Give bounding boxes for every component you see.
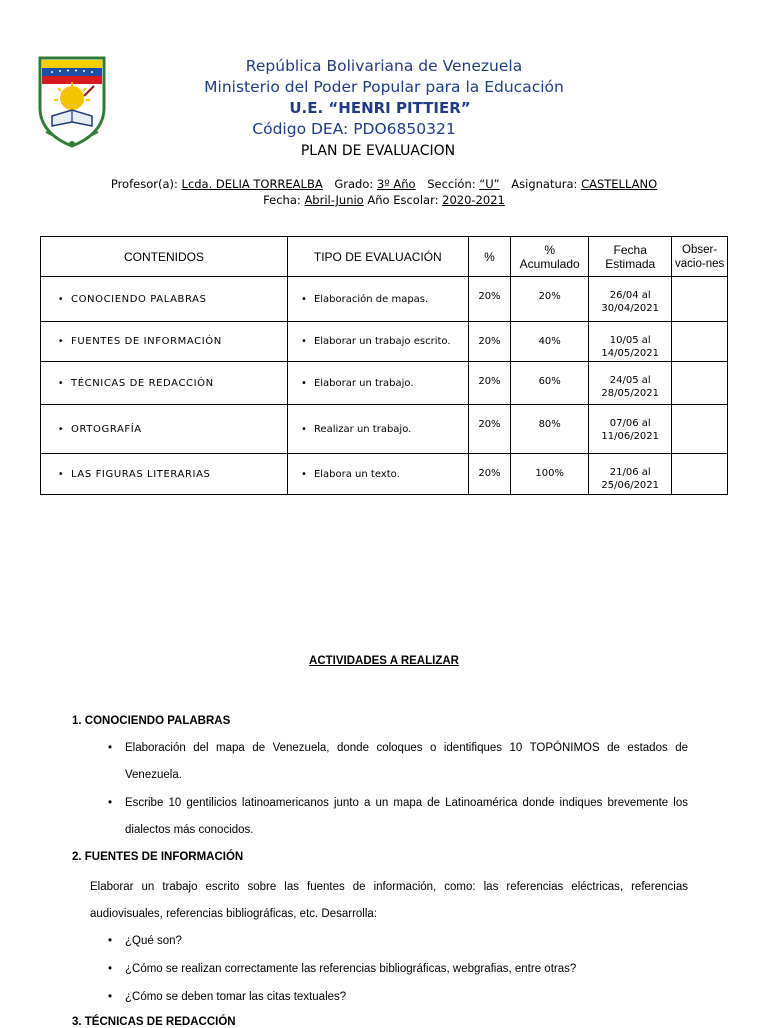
section-2-title: 2. FUENTES DE INFORMACIÓN (72, 851, 244, 863)
cell-pct: 20% (468, 362, 511, 405)
cell-pct: 20% (468, 454, 511, 495)
cell-observaciones (672, 277, 728, 322)
document-title: PLAN DE EVALUACION (300, 143, 456, 159)
asignatura-label: Asignatura: (511, 177, 578, 191)
table-header-row (41, 237, 728, 277)
header-observaciones: Obser-vacio-nes (672, 237, 728, 277)
cell-tipo: • Realizar un trabajo. (287, 405, 468, 454)
grado-value: 3º Año (376, 177, 416, 191)
section-2-intro: Elaborar un trabajo escrito sobre las fuentes de información, como: las referencias eléctricas, referencias audiovisuales, referencias bibliográficas, etc. Desarrolla: (90, 881, 688, 920)
fecha-value: Abril-Junio (304, 193, 364, 207)
cell-contenido: • ORTOGRAFÍA (41, 405, 288, 454)
cell-acumulado: 100% (511, 454, 589, 495)
cell-tipo: • Elabora un texto. (287, 454, 468, 495)
cell-pct: 20% (468, 277, 511, 322)
anio-label: Año Escolar: (367, 193, 439, 207)
header-ministry: Ministerio del Poder Popular para la Educación (204, 78, 564, 96)
cell-acumulado: 40% (511, 322, 589, 362)
table-row (41, 362, 728, 405)
table-row (41, 322, 728, 362)
asignatura-value: CASTELLANO (581, 177, 658, 191)
header-porcentaje: % (468, 237, 511, 277)
cell-fecha: 21/06 al 25/06/2021 (589, 454, 672, 495)
header-school: U.E. “HENRI PITTIER” (289, 99, 471, 117)
meta-line-1 (0, 177, 768, 191)
header-dea-code: Código DEA: PDO6850321 (252, 120, 456, 138)
seccion-label: Sección: (427, 177, 476, 191)
cell-observaciones (672, 454, 728, 495)
cell-tipo: • Elaboración de mapas. (287, 277, 468, 322)
cell-fecha: 10/05 al 14/05/2021 (589, 322, 672, 362)
cell-fecha: 07/06 al 11/06/2021 (589, 405, 672, 454)
section-1-bullet-2: • Escribe 10 gentilicios latinoamericanos junto a un mapa de Latinoamérica donde indiques brevemente los dialectos más conocidos. (108, 797, 688, 836)
section-2-bullet-3: • ¿Cómo se deben tomar las citas textuales? (108, 991, 347, 1003)
cell-observaciones (672, 405, 728, 454)
cell-observaciones (672, 362, 728, 405)
grado-label: Grado: (334, 177, 374, 191)
cell-contenido: • TÉCNICAS DE REDACCIÓN (41, 362, 288, 405)
header-tipo-evaluacion: TIPO DE EVALUACIÓN (287, 237, 468, 277)
section-2-bullet-2: • ¿Cómo se realizan correctamente las referencias bibliográficas, webgrafias, entre otras? (108, 963, 577, 975)
cell-acumulado: 80% (511, 405, 589, 454)
table-row (41, 405, 728, 454)
section-1-title: 1. CONOCIENDO PALABRAS (72, 715, 231, 727)
anio-value: 2020-2021 (442, 193, 505, 207)
fecha-label: Fecha: (263, 193, 301, 207)
cell-acumulado: 60% (511, 362, 589, 405)
cell-fecha: 26/04 al 30/04/2021 (589, 277, 672, 322)
actividades-title: ACTIVIDADES A REALIZAR (309, 655, 459, 667)
cell-fecha: 24/05 al 28/05/2021 (589, 362, 672, 405)
profesor-label: Profesor(a): (110, 177, 178, 191)
header-fecha-estimada: Fecha Estimada (589, 237, 672, 277)
section-2-bullet-1: • ¿Qué son? (108, 935, 182, 947)
section-3-title: 3. TÉCNICAS DE REDACCIÓN (72, 1016, 236, 1028)
evaluation-table (40, 236, 728, 495)
profesor-value: Lcda. DELIA TORREALBA (181, 177, 323, 191)
cell-tipo: • Elaborar un trabajo escrito. (287, 322, 468, 362)
cell-contenido: • CONOCIENDO PALABRAS (41, 277, 288, 322)
header-acumulado: % Acumulado (511, 237, 589, 277)
table-row (41, 277, 728, 322)
seccion-value: “U” (479, 177, 500, 191)
cell-contenido: • FUENTES DE INFORMACIÓN (41, 322, 288, 362)
header-republic: República Bolivariana de Venezuela (245, 57, 523, 75)
cell-tipo: • Elaborar un trabajo. (287, 362, 468, 405)
header-contenidos: CONTENIDOS (41, 237, 288, 277)
section-1-bullet-1: • Elaboración del mapa de Venezuela, donde coloques o identifiques 10 TOPÓNIMOS de estados de Venezuela. (108, 742, 688, 781)
cell-pct: 20% (468, 322, 511, 362)
table-row (41, 454, 728, 495)
meta-line-2 (0, 193, 768, 207)
cell-pct: 20% (468, 405, 511, 454)
cell-acumulado: 20% (511, 277, 589, 322)
cell-contenido: • LAS FIGURAS LITERARIAS (41, 454, 288, 495)
cell-observaciones (672, 322, 728, 362)
